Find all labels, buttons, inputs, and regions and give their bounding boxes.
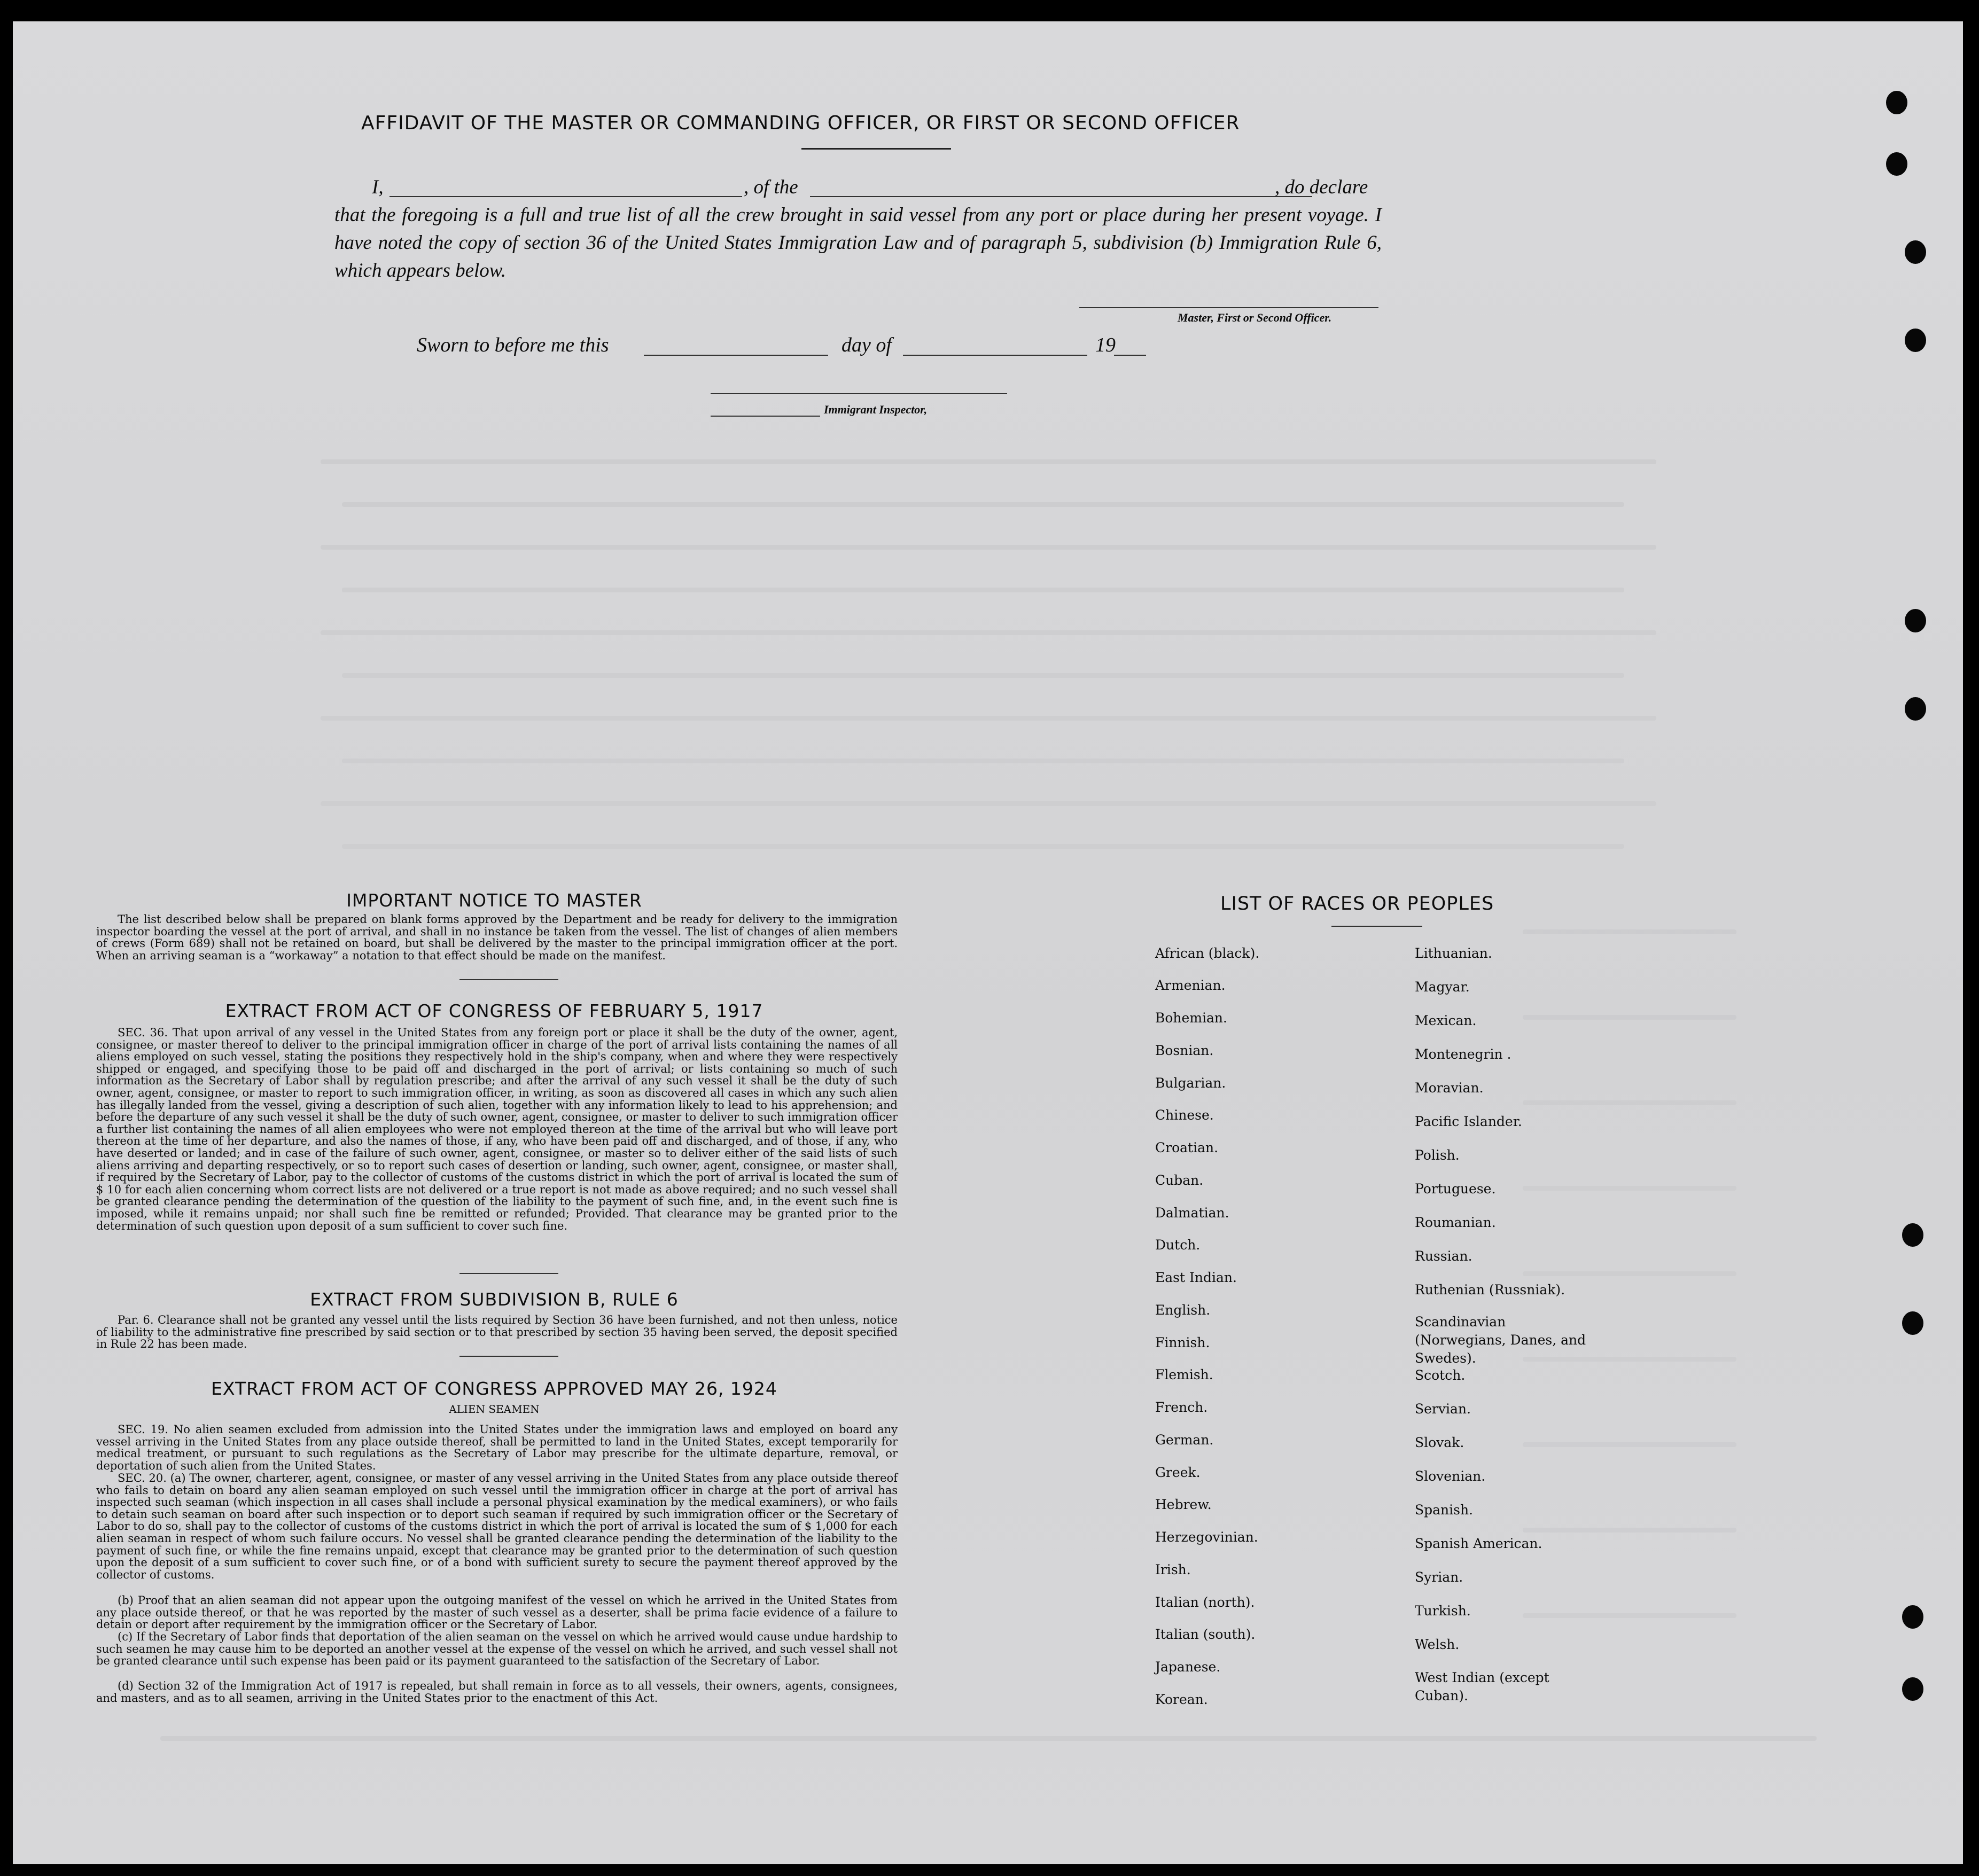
punch-hole [1905,329,1926,352]
vessel-name-line [810,196,1312,197]
notice-title: IMPORTANT NOTICE TO MASTER [346,890,642,911]
race-item: Lithuanian. [1415,945,1492,961]
race-item: Chinese. [1155,1107,1214,1123]
title-underline [801,148,951,150]
race-item: Dutch. [1155,1237,1201,1253]
race-item: English. [1155,1302,1211,1318]
rule6-title: EXTRACT FROM SUBDIVISION B, RULE 6 [310,1289,679,1310]
race-item: Spanish American. [1415,1536,1542,1551]
affidavit-title: AFFIDAVIT OF THE MASTER OR COMMANDING OFFICER, OR FIRST OR SECOND OFFICER [361,112,1240,134]
race-item: Servian. [1415,1401,1471,1417]
inspector-caption: Immigrant Inspector, [824,403,928,416]
race-item: Pacific Islander. [1415,1114,1522,1129]
extract-1917-text: SEC. 36. That upon arrival of any vessel in the United States from any foreign port or place it shall be the duty of the owner, agent, consignee, or master thereof to deliver to the principal immigration officer in charge of the port of arrival lists containing the names of all aliens employed on such vessel, stating the positions they respectively hold in the ship's company, when and where they were respectively shipped or engaged, and specifying those to be paid off and discharged in the port of arrival; or lists containing so much of such information as the Secretary of Labor shall by regulation prescribe; and after the arrival of any such vessel it shall be the duty of such owner, agent, consignee, or master to report to such immigration officer, in writing, as soon as discovered all cases in which any such alien has illegally landed from the vessel, giving a description of such alien, together with any information likely to lead to his apprehension; and before the departure of any such vessel it shall be the duty of such owner, agent, consignee, or master to deliver to such immigration officer a further list containing the names of all alien employees who were not employed thereon at the time of the arrival but who will leave port thereon at the time of her departure, and also the names of those, if any, who have been paid off and discharged, and of those, if any, who have deserted or landed; and in case of the failure of such owner, agent, consignee, or master so to deliver either of the said lists of such aliens arriving and departing respectively, or so to report such cases of desertion or landing, such owner, agent, consignee, or master shall, if required by the Secretary of Labor, pay to the collector of customs of the customs district in which the port of arrival is located the sum of $ 10 for each alien concerning whom correct lists are not delivered or a true report is not made as above required; and no such vessel shall be granted clearance pending the determination of the question of the liability to the payment of such fine, and, in the event such fine is imposed, while it remains unpaid; nor shall such fine be remitted or refunded; Provided. That clearance may be granted prior to the determination of such question upon deposit of a sum sufficient to cover such fine. [96,1026,898,1232]
race-item: Slovak. [1415,1435,1464,1450]
race-item: Portuguese. [1415,1181,1496,1197]
inspector-line-lower [711,416,820,417]
extract-1917-divider [459,1273,558,1274]
race-item: Scotch. [1415,1367,1466,1383]
punch-hole [1905,240,1926,264]
race-item: Spanish. [1415,1502,1474,1518]
race-item: Dalmatian. [1155,1205,1229,1221]
race-item: Syrian. [1415,1569,1463,1585]
race-item: Polish. [1415,1147,1460,1163]
sec20b-text: (b) Proof that an alien seaman did not appear upon the outgoing manifest of the vessel on which he arrived in the United States from any place outside thereof, or that he was reported by the master of such vessel as a deserter, shall be prima facie evidence of a failure to detain or deport after requirement by the immigration officer or the Secretary of Labor. [96,1594,898,1631]
sworn-day-of: day of [842,334,892,356]
punch-hole [1886,152,1907,176]
race-item: Russian. [1415,1248,1472,1264]
races-underline [1331,926,1422,927]
race-item: West Indian (except Cuban). [1415,1670,1549,1703]
declarant-prefix: I, [372,176,384,198]
race-item: Bulgarian. [1155,1075,1226,1091]
race-item: Scandinavian (Norwegians, Danes, and Swedes). [1415,1314,1586,1366]
race-item: Flemish. [1155,1367,1213,1382]
of-the-label: , of the [744,176,798,198]
extract-1917-title: EXTRACT FROM ACT OF CONGRESS OF FEBRUARY 5, 1917 [225,1000,763,1021]
race-item: Slovenian. [1415,1468,1486,1484]
race-item: Roumanian. [1415,1215,1496,1230]
punch-hole [1902,1311,1923,1335]
sworn-statement [417,333,1165,360]
punch-hole [1902,1223,1923,1247]
declare-label: , do declare [1275,176,1368,198]
race-item: Finnish. [1155,1335,1210,1350]
signature-line [1079,307,1378,308]
race-item: Armenian. [1155,978,1226,993]
inspector-line-upper [711,393,1007,394]
sec20a-text: SEC. 20. (a) The owner, charterer, agent, consignee, or master of any vessel arriving in the United States from any place outside thereof who fails to detain on board any alien seaman employed on such vessel until the immigration officer in charge at the port of arrival has inspected such seaman (which inspection in all cases shall include a personal physical examination by the medical examiners), or who fails to detain such seaman on board after such inspection or to deport such seaman if required by such immigration officer or the Secretary of Labor to do so, shall pay to the collector of customs of the customs district in which the port of arrival is located the sum of $ 1,000 for each alien seaman in respect of whom such failure occurs. No vessel shall be granted clearance pending the determination of the liability to the payment of such fine, or while the fine remains unpaid, except that clearance may be granted prior to the determination of such question upon the deposit of a sum sufficient to cover such fine, or of a bond with sufficient surety to secure the payment thereof approved by the collector of customs. [96,1472,898,1581]
race-item: African (black). [1155,945,1260,961]
notice-text: The list described below shall be prepared on blank forms approved by the Department and be ready for delivery to the immigration inspector boarding the vessel at the port of arrival, and shall in no instance be taken from the vessel. The list of changes of alien members of crews (Form 689) shall not be retained on board, but shall be delivered by the master to the principal immigration officer at the port. When an arriving seaman is a “workaway” a notation to that effect should be made on the manifest. [96,913,898,962]
race-item: Bohemian. [1155,1010,1227,1026]
race-item: Greek. [1155,1465,1201,1480]
signature-caption: Master, First or Second Officer. [1178,311,1332,324]
affidavit-declaration: that the foregoing is a full and true list of all the crew brought in said vessel from any port or place during her present voyage. I have noted the copy of section 36 of the United States Immigration Law and of paragraph 5, subdivision (b) Immigration Rule 6, which appears below. [334,204,1382,282]
race-item: French. [1155,1400,1208,1415]
extract-1924-subtitle: ALIEN SEAMEN [449,1403,540,1416]
rule6-divider [459,1356,558,1357]
race-item: Turkish. [1415,1603,1471,1619]
punch-hole [1902,1677,1923,1701]
sworn-year: 19 [1095,334,1116,356]
sec19-text: SEC. 19. No alien seamen excluded from admission into the United States under the immigration laws and employed on board any vessel arriving in the United States from any place outside thereof, shall be permitted to land in the United States, except temporarily for medical treatment, or pursuant to such regulations as the Secretary of Labor may prescribe for the ultimate departure, removal, or deportation of such alien from the United States. [96,1423,898,1472]
race-item: Magyar. [1415,979,1470,995]
race-item: Bosnian. [1155,1043,1214,1058]
race-item: Korean. [1155,1692,1208,1707]
sworn-year-line [1114,355,1146,356]
sworn-prefix: Sworn to before me this [417,334,609,356]
race-item: Ruthenian (Russniak). [1415,1282,1565,1297]
sec20d-text: (d) Section 32 of the Immigration Act of 1917 is repealed, but shall remain in force as to all vessels, their owners, agents, consignees, and masters, and as to all seamen, arriving in the United States prior to the enactment of this Act. [96,1679,898,1705]
race-item: Italian (north). [1155,1594,1255,1610]
sec20c-text: (c) If the Secretary of Labor finds that deportation of the alien seaman on the vessel on which he arrived would cause undue hardship to such seamen he may cause him to be deported an another vessel at the expense of the vessel on which he arrived, and such vessel shall not be granted clearance until such expense has been paid or its payment guaranteed to the satisfaction of the Secretary of Labor. [96,1630,898,1668]
race-item: Hebrew. [1155,1497,1212,1512]
affidavit-first-line [334,174,1382,201]
sworn-day-line [644,355,828,356]
race-item: Japanese. [1155,1659,1221,1675]
race-item: Montenegrin . [1415,1046,1511,1062]
declarant-name-line [389,196,742,197]
punch-hole [1905,697,1926,721]
punch-hole [1905,609,1926,632]
races-title: LIST OF RACES OR PEOPLES [1220,893,1494,914]
rule6-text: Par. 6. Clearance shall not be granted any vessel until the lists required by Section 36 have been furnished, and not then unless, notice of liability to the administrative fine prescribed by said section or to that prescribed by section 35 having been served, the deposit specified in Rule 22 has been made. [96,1314,898,1351]
race-item: Herzegovinian. [1155,1529,1258,1545]
race-item: Irish. [1155,1562,1191,1577]
punch-hole [1886,91,1907,114]
extract-1924-title: EXTRACT FROM ACT OF CONGRESS APPROVED MAY 26, 1924 [211,1378,777,1399]
punch-hole [1902,1605,1923,1629]
race-item: German. [1155,1432,1214,1448]
race-item: Italian (south). [1155,1627,1256,1642]
race-item: Croatian. [1155,1140,1219,1155]
sworn-month-line [903,355,1087,356]
race-item: Moravian. [1415,1080,1484,1096]
race-item: Mexican. [1415,1013,1477,1028]
race-item: Cuban. [1155,1172,1204,1188]
race-item: East Indian. [1155,1270,1237,1285]
notice-divider [459,979,558,980]
race-item: Welsh. [1415,1637,1460,1652]
